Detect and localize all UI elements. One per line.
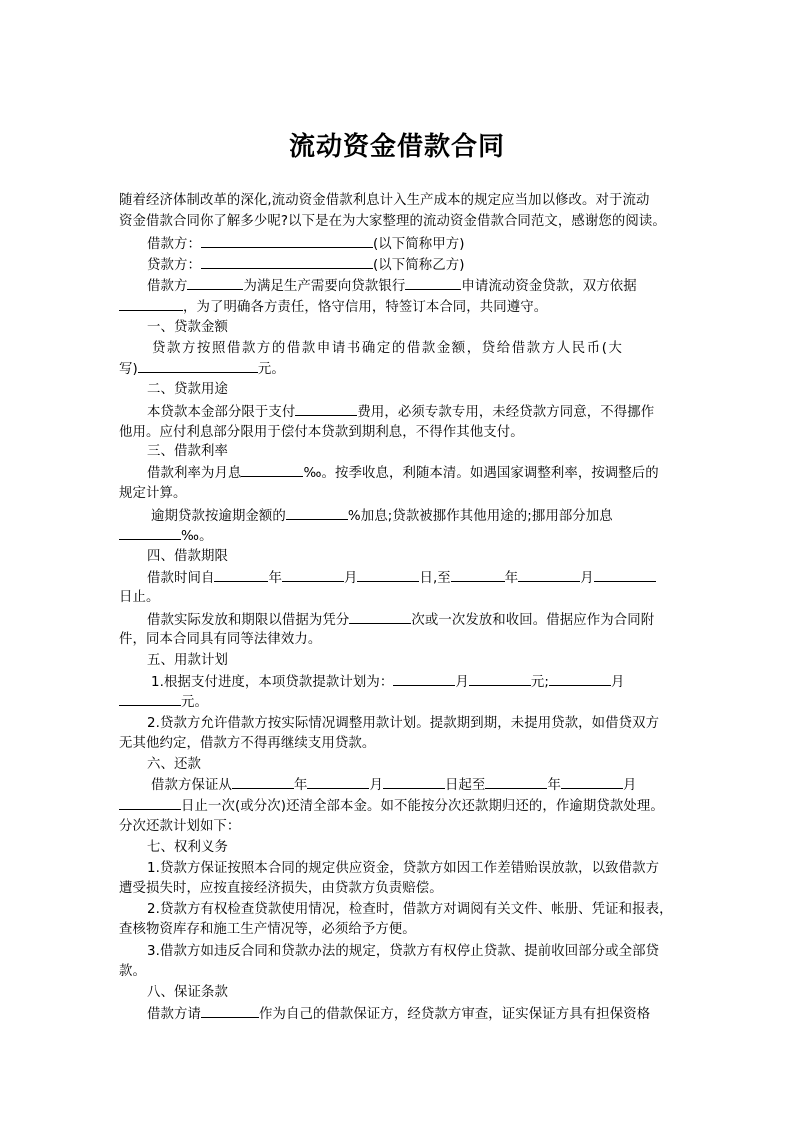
preamble-line-1 <box>119 276 707 297</box>
preamble-blank-2[interactable] <box>405 276 461 290</box>
end-month-blank[interactable] <box>518 568 580 582</box>
s5-text: 元; <box>530 675 549 690</box>
end-day-blank[interactable] <box>594 568 656 582</box>
repay-end-year-blank[interactable] <box>485 775 547 789</box>
end-year-blank[interactable] <box>451 568 505 582</box>
s5-text: 月 <box>610 675 625 690</box>
s4-text: 日,至 <box>419 571 451 586</box>
s6-line-3: 分次还款计划如下： <box>119 819 241 834</box>
s5-text: 元。 <box>181 695 208 710</box>
s7-line-4: 查核物资库存和施工生产情况等，必须给予方便。 <box>119 922 416 937</box>
s5-line-1 <box>119 672 711 693</box>
s7-line-6: 款。 <box>119 964 146 979</box>
borrower-note: (以下简称甲方) <box>372 237 465 252</box>
s4-text: 年 <box>268 571 282 586</box>
s2-line-1 <box>119 402 707 423</box>
s4-text: 月 <box>343 571 358 586</box>
s5-line-2 <box>119 692 679 713</box>
amount-blank[interactable] <box>138 359 258 373</box>
s1-line-1: 贷款方按照借款方的借款申请书确定的借款金额，贷给借款方人民币(大 <box>152 341 624 356</box>
borrower-blank[interactable] <box>201 234 373 248</box>
section-heading: 四、借款期限 <box>147 549 228 564</box>
intro-line-1: 随着经济体制改革的深化,流动资金借款利息计入生产成本的规定应当加以修改。对于流动 <box>119 193 650 208</box>
s3-line-1 <box>119 463 707 484</box>
s4-line-3 <box>119 610 707 631</box>
preamble-text: ，为了明确各方责任，恪守信用，特签订本合同，共同遵守。 <box>183 300 548 315</box>
s3-text: 借款利率为月息 <box>147 466 242 481</box>
s7-line-5: 3.借款方如违反合同和贷款办法的规定，贷款方有权停止贷款、提前收回部分或全部贷 <box>147 944 660 959</box>
s3-line-3 <box>119 506 711 527</box>
s5-line-4: 无其他约定，借款方不得再继续支用贷款。 <box>119 736 376 751</box>
s6-text: 月 <box>369 778 383 793</box>
s5-line-3: 2.贷款方允许借款方按实际情况调整用款计划。提款期到期，未提用贷款，如借贷双方 <box>147 716 660 731</box>
s3-text: %加息;贷款被挪作其他用途的;挪用部分加息 <box>347 509 613 524</box>
plan-month-blank-2[interactable] <box>549 672 611 686</box>
preamble-blank-1[interactable] <box>187 276 243 290</box>
s8-text: 借款方请 <box>147 1007 201 1022</box>
preamble-text: 为满足生产需要向贷款银行 <box>243 279 406 294</box>
intro-line-2: 资金借款合同你了解多少呢?以下是在为大家整理的流动资金借款合同范文，感谢您的阅读。 <box>119 214 666 229</box>
s4-line-1 <box>119 568 707 589</box>
s6-text: 年 <box>547 778 561 793</box>
s7-line-1: 1.贷款方保证按照本合同的规定供应资金，贷款方如因工作差错贻误放款，以致借款方 <box>147 861 660 876</box>
section-heading: 五、用款计划 <box>147 653 228 668</box>
start-day-blank[interactable] <box>357 568 419 582</box>
s1-line-2 <box>119 359 679 380</box>
repay-start-day-blank[interactable] <box>383 775 445 789</box>
preamble-text: 申请流动资金贷款，双方依据 <box>461 279 637 294</box>
repay-start-month-blank[interactable] <box>307 775 369 789</box>
s6-text: 月 <box>622 778 637 793</box>
s3-text: 逾期贷款按逾期金额的 <box>151 509 286 524</box>
start-month-blank[interactable] <box>282 568 344 582</box>
document-title: 流动资金借款合同 <box>288 132 505 162</box>
misuse-rate-blank[interactable] <box>119 526 181 540</box>
s6-line-2 <box>119 796 679 817</box>
purpose-blank[interactable] <box>295 402 357 416</box>
s2-line-2: 他用。应付利息部分限用于偿付本贷款到期利息，不得作其他支付。 <box>119 425 524 440</box>
s5-text: 月 <box>455 675 469 690</box>
section-heading: 八、保证条款 <box>147 985 228 1000</box>
section-heading: 三、借款利率 <box>147 444 228 459</box>
s8-line-1 <box>119 1004 707 1025</box>
s3-text: ‰。 <box>181 529 213 544</box>
repay-end-day-blank[interactable] <box>119 796 181 810</box>
s6-text: 日起至 <box>444 778 486 793</box>
s4-text: 年 <box>504 571 519 586</box>
s3-text: ‰。按季收息，利随本清。如遇国家调整利率，按调整后的 <box>303 466 659 481</box>
s5-text: 1.根据支付进度，本项贷款提款计划为： <box>151 675 394 690</box>
section-heading: 七、权利义务 <box>147 840 228 855</box>
s2-text: 本贷款本金部分限于支付 <box>147 405 296 420</box>
lender-note: (以下简称乙方) <box>372 258 465 273</box>
s4-text: 次或一次发放和收回。借据应作为合同附 <box>411 613 655 628</box>
s4-line-2: 日止。 <box>119 590 160 605</box>
s2-text: 费用，必须专款专用，未经贷款方同意，不得挪作 <box>357 405 655 420</box>
preamble-text: 借款方 <box>147 279 188 294</box>
plan-amount-blank-1[interactable] <box>469 672 531 686</box>
rate-blank[interactable] <box>241 463 303 477</box>
installments-blank[interactable] <box>349 610 411 624</box>
s7-line-2: 遭受损失时，应按直接经济损失，由贷款方负责赔偿。 <box>119 881 443 896</box>
section-heading: 二、贷款用途 <box>147 382 228 397</box>
s6-text: 借款方保证从 <box>151 778 232 793</box>
preamble-blank-3[interactable] <box>119 297 183 311</box>
section-heading: 六、还款 <box>147 757 201 772</box>
s6-text: 年 <box>293 778 308 793</box>
repay-start-year-blank[interactable] <box>232 775 294 789</box>
borrower-line <box>119 234 707 255</box>
s4-text: 月 <box>580 571 594 586</box>
s6-text: 日止一次(或分次)还清全部本金。如不能按分次还款期归还的，作逾期贷款处理。 <box>181 799 664 814</box>
lender-label: 贷款方： <box>147 258 201 273</box>
s7-line-3: 2.贷款方有权检查贷款使用情况，检查时，借款方对调阅有关文件、帐册、凭证和报表， <box>147 902 673 917</box>
lender-blank[interactable] <box>201 255 373 269</box>
borrower-label: 借款方： <box>147 237 201 252</box>
s3-line-4 <box>119 526 679 547</box>
s3-line-2: 规定计算。 <box>119 486 187 501</box>
lender-line <box>119 255 707 276</box>
s1-text: 写) <box>119 362 138 377</box>
s4-text: 借款时间自 <box>147 571 215 586</box>
section-heading: 一、贷款金额 <box>147 320 228 335</box>
repay-end-month-blank[interactable] <box>561 775 623 789</box>
overdue-rate-blank[interactable] <box>286 506 348 520</box>
plan-month-blank-1[interactable] <box>393 672 455 686</box>
s1-text: 元。 <box>257 362 285 377</box>
s8-text: 作为自己的借款保证方，经贷款方审查，证实保证方具有担保资格 <box>258 1007 651 1022</box>
s4-line-4: 件，同本合同具有同等法律效力。 <box>119 632 322 647</box>
plan-amount-blank-2[interactable] <box>119 692 181 706</box>
start-year-blank[interactable] <box>214 568 268 582</box>
guarantor-blank[interactable] <box>201 1004 259 1018</box>
s6-line-1 <box>119 775 711 796</box>
s4-text: 借款实际发放和期限以借据为凭分 <box>147 613 350 628</box>
preamble-line-2 <box>119 297 679 318</box>
